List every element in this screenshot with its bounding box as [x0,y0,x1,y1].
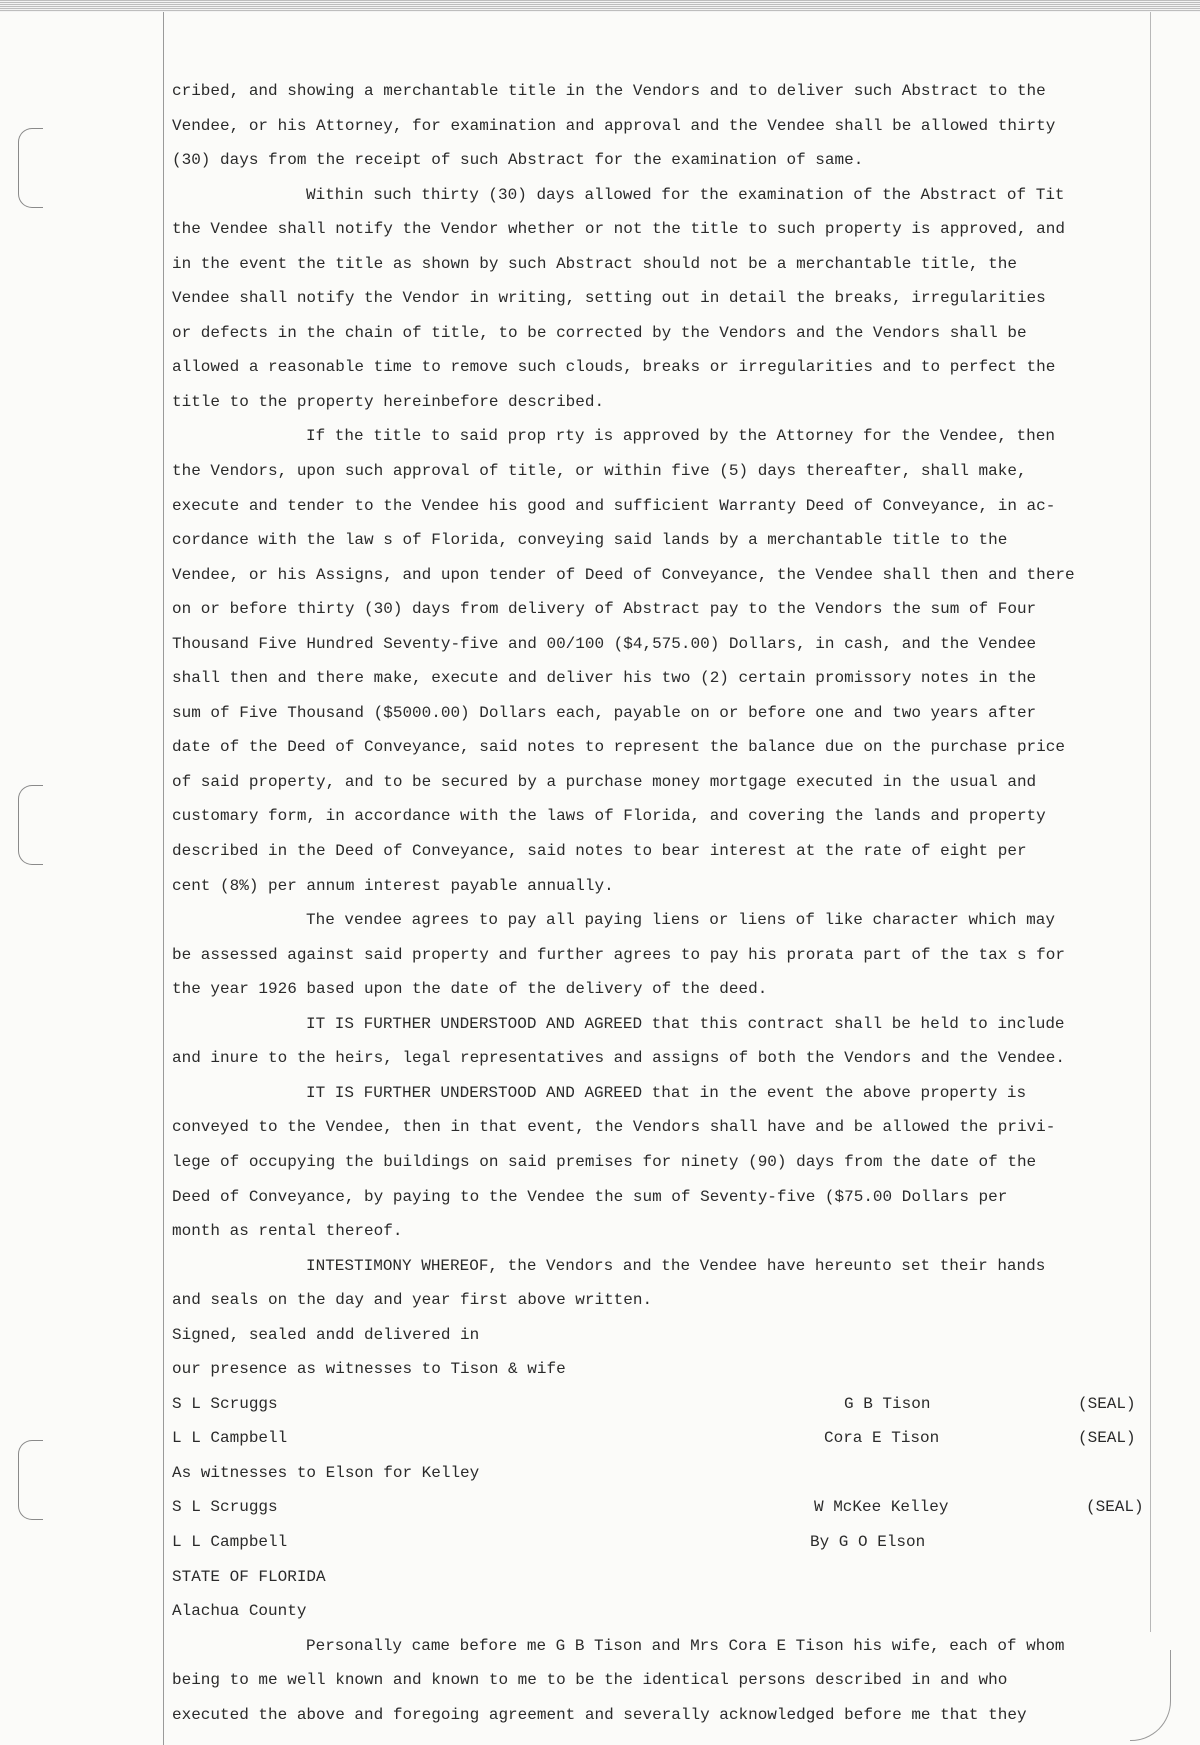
text-line: Personally came before me G B Tison and Mrs Cora E Tison his wife, each of whom [306,1636,1065,1655]
venue-county: Alachua County [172,1602,307,1621]
signer-name: By G O Elson [810,1532,926,1551]
text-line: or defects in the chain of title, to be corrected by the Vendors and the Vendors shall be [172,323,1027,342]
text-line: customary form, in accordance with the laws of Florida, and covering the lands and property [172,807,1046,826]
text-line: the Vendors, upon such approval of title, or within five (5) days thereafter, shall make, [172,462,1027,481]
text-line: be assessed against said property and further agrees to pay his prorata part of the tax s for [172,945,1065,964]
text-line: cribed, and showing a merchantable title in the Vendors and to deliver such Abstract to the [172,82,1046,100]
text-line: Within such thirty (30) days allowed for the examination of the Abstract of Tit [306,185,1065,204]
text-line: allowed a reasonable time to remove such clouds, breaks or irregularities and to perfect the [172,358,1056,377]
text-line: month as rental thereof. [172,1222,403,1241]
binder-hole [18,128,43,208]
text-line: and seals on the day and year first above written. [172,1291,653,1310]
binder-hole [18,1440,43,1520]
text-line: cent (8%) per annum interest payable annually. [172,876,614,895]
text-line: title to the property hereinbefore described. [172,392,605,411]
witness-name: L L Campbell [172,1532,288,1551]
document-body [172,74,1152,1732]
signature-row [172,1421,1152,1456]
signature-row [172,1525,1152,1560]
witness-intro: our presence as witnesses to Tison & wife [172,1360,566,1379]
text-line: sum of Five Thousand ($5000.00) Dollars each, payable on or before one and two years after [172,703,1037,722]
binder-hole [18,785,43,865]
text-line: execute and tender to the Vendee his good and sufficient Warranty Deed of Conveyance, in ac- [172,496,1056,515]
text-line: cordance with the law s of Florida, conveying said lands by a merchantable title to the [172,531,1008,550]
text-line: INTESTIMONY WHEREOF, the Vendors and the Vendee have hereunto set their hands [306,1256,1046,1275]
text-line: The vendee agrees to pay all paying liens or liens of like character which may [306,911,1055,930]
text-line: shall then and there make, execute and deliver his two (2) certain promissory notes in the [172,669,1037,688]
text-line: Vendee, or his Assigns, and upon tender of Deed of Conveyance, the Vendee shall then and there [172,565,1075,584]
text-line: Thousand Five Hundred Seventy-five and 00/100 ($4,575.00) Dollars, in cash, and the Vendee [172,634,1037,653]
text-line: of said property, and to be secured by a purchase money mortgage executed in the usual and [172,772,1037,791]
text-line: Deed of Conveyance, by paying to the Vendee the sum of Seventy-five ($75.00 Dollars per [172,1187,1008,1206]
text-line: the Vendee shall notify the Vendor whether or not the title to such property is approved, and [172,220,1065,239]
signature-row [172,1490,1152,1525]
text-line: IT IS FURTHER UNDERSTOOD AND AGREED that this contract shall be held to include [306,1014,1065,1033]
signature-row [172,1387,1152,1422]
text-line: Vendee, or his Attorney, for examination and approval and the Vendee shall be allowed thirty [172,116,1056,135]
text-line: executed the above and foregoing agreement and severally acknowledged before me that they [172,1705,1027,1724]
witness-intro: Signed, sealed andd delivered in [172,1325,480,1344]
text-line: the year 1926 based upon the date of the delivery of the deed. [172,980,768,999]
venue-state: STATE OF FLORIDA [172,1567,326,1586]
text-line: and inure to the heirs, legal representatives and assigns of both the Vendors and the Vendee. [172,1049,1065,1068]
text-line: Vendee shall notify the Vendor in writing, setting out in detail the breaks, irregularities [172,289,1046,308]
text-line: in the event the title as shown by such Abstract should not be a merchantable title, the [172,254,1017,273]
seal-label: (SEAL) [1086,1498,1144,1517]
witness-intro: As witnesses to Elson for Kelley [172,1463,480,1482]
seal-label: (SEAL) [1078,1429,1136,1448]
witness-name: S L Scruggs [172,1394,278,1413]
text-line: conveyed to the Vendee, then in that event, the Vendors shall have and be allowed the privi- [172,1118,1056,1137]
text-line: being to me well known and known to me to be the identical persons described in and who [172,1671,1008,1690]
signer-name: Cora E Tison [824,1429,940,1448]
signer-name: W McKee Kelley [814,1498,949,1517]
text-line: If the title to said prop rty is approved by the Attorney for the Vendee, then [306,427,1055,446]
text-line: IT IS FURTHER UNDERSTOOD AND AGREED that in the event the above property is [306,1083,1027,1102]
text-line: described in the Deed of Conveyance, said notes to bear interest at the rate of eight per [172,842,1027,861]
text-line: lege of occupying the buildings on said premises for ninety (90) days from the date of the [172,1152,1037,1171]
top-rule [0,0,1200,12]
text-line: on or before thirty (30) days from delivery of Abstract pay to the Vendors the sum of Four [172,600,1037,619]
witness-name: L L Campbell [172,1429,288,1448]
seal-label: (SEAL) [1078,1394,1136,1413]
text-line: (30) days from the receipt of such Abstract for the examination of same. [172,151,864,170]
witness-name: S L Scruggs [172,1498,278,1517]
left-margin-line [163,12,164,1745]
signer-name: G B Tison [844,1394,931,1413]
text-line: date of the Deed of Conveyance, said notes to represent the balance due on the purchase price [172,738,1065,757]
